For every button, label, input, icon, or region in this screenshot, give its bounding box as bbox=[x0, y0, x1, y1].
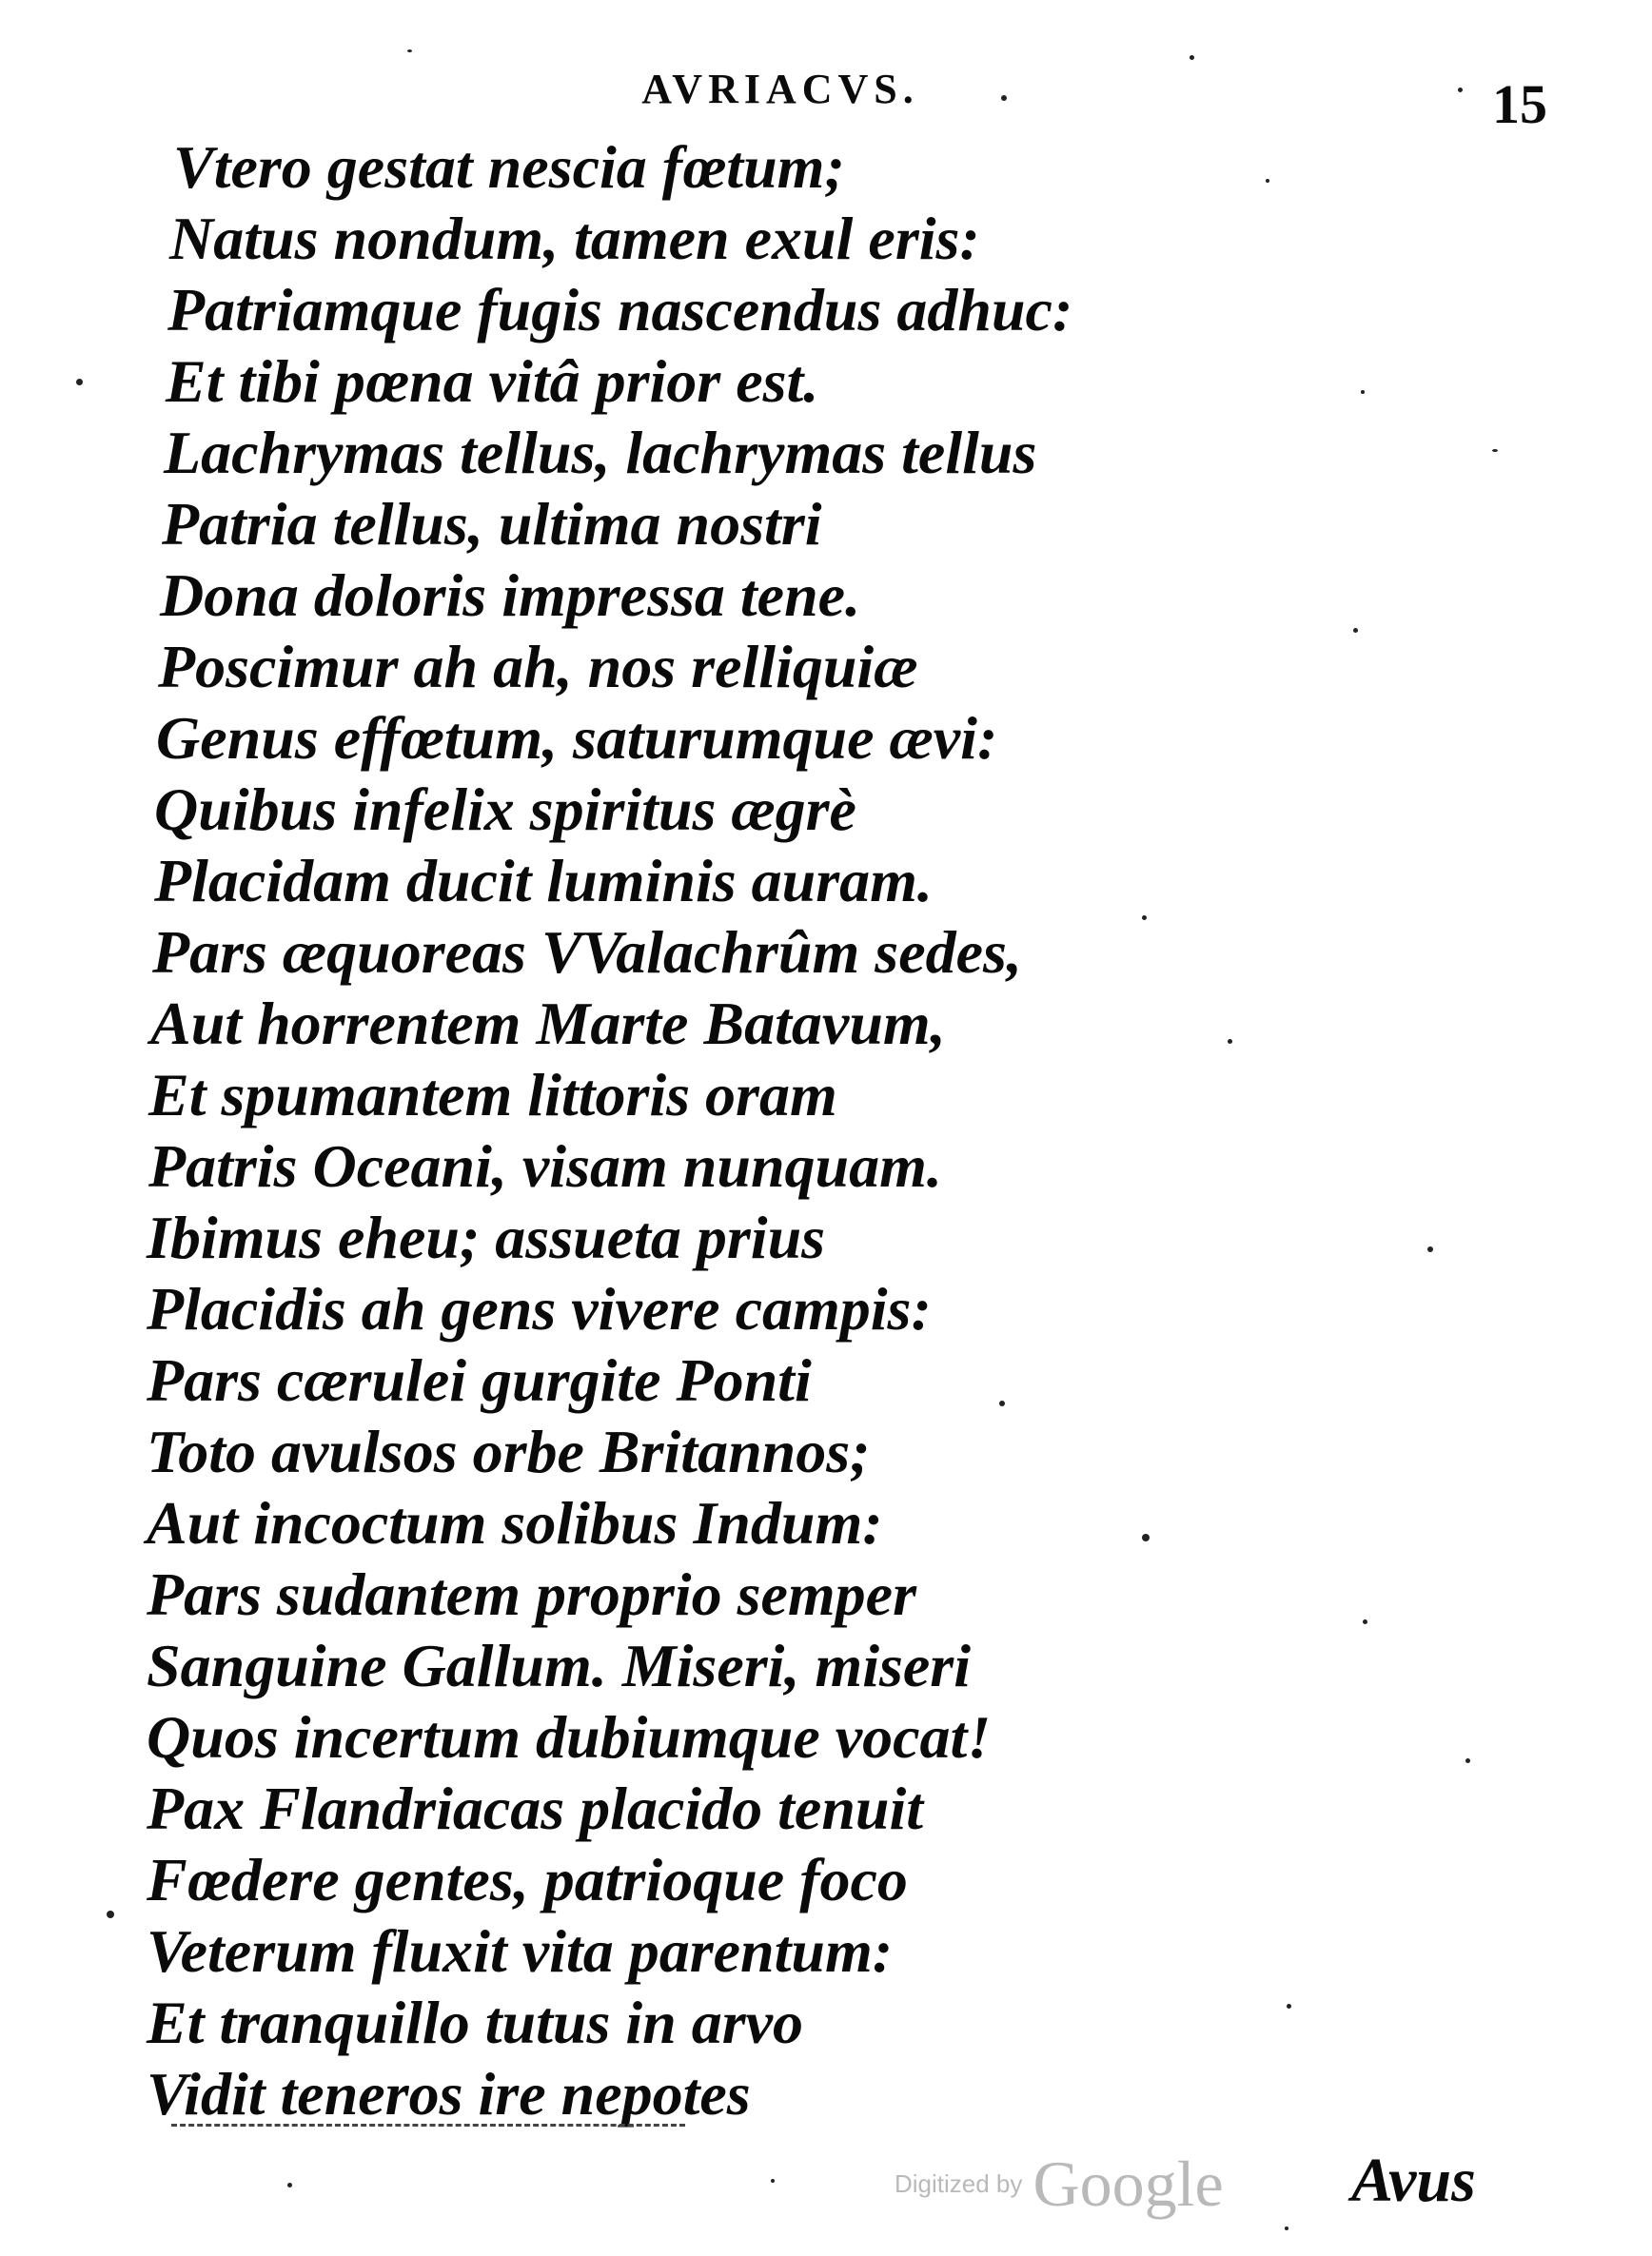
verse-line: Vidit teneros ire nepotes bbox=[147, 2060, 751, 2128]
verse-line: Pars æquoreas VValachrûm sedes, bbox=[152, 918, 1022, 986]
poem-text bbox=[0, 131, 1351, 2129]
print-speck bbox=[1465, 1758, 1470, 1763]
print-speck bbox=[287, 2183, 292, 2187]
print-speck bbox=[1287, 2004, 1291, 2009]
print-speck bbox=[1458, 88, 1463, 92]
verse-line: Quibus infelix spiritus ægrè bbox=[154, 775, 856, 843]
verse-line: Toto avulsos orbe Britannos; bbox=[147, 1418, 871, 1485]
print-speck bbox=[1285, 2227, 1288, 2230]
verse-line: Placidis ah gens vivere campis: bbox=[147, 1275, 932, 1343]
verse-line: Pax Flandriacas placido tenuit bbox=[147, 1775, 924, 1842]
verse-line: Pars cærulei gurgite Ponti bbox=[147, 1346, 812, 1414]
print-speck bbox=[76, 379, 83, 385]
print-speck bbox=[1492, 449, 1498, 452]
verse-line: Dona doloris impressa tene. bbox=[160, 561, 861, 629]
verse-line: Natus nondum, tamen exul eris: bbox=[169, 205, 980, 272]
verse-line: Aut horrentem Marte Batavum, bbox=[150, 990, 946, 1057]
print-speck bbox=[999, 1401, 1005, 1406]
print-speck bbox=[407, 49, 412, 52]
print-speck bbox=[1228, 1039, 1232, 1044]
verse-line: Pars sudantem proprio semper bbox=[147, 1560, 916, 1628]
print-speck bbox=[1427, 1246, 1433, 1252]
running-head: AVRIACVS. bbox=[641, 66, 919, 112]
verse-line: Aut incoctum solibus Indum: bbox=[147, 1489, 883, 1557]
verse-line: Patriamque fugis nascendus adhuc: bbox=[167, 276, 1073, 343]
print-speck bbox=[1361, 390, 1365, 394]
verse-line: Placidam ducit luminis auram. bbox=[154, 847, 933, 914]
print-speck bbox=[1266, 179, 1269, 183]
verse-line: Poscimur ah ah, nos relliquiæ bbox=[158, 633, 918, 700]
print-speck bbox=[107, 1911, 114, 1918]
catchword: Avus bbox=[1351, 2146, 1476, 2215]
verse-line: Veterum fluxit vita parentum: bbox=[147, 1917, 894, 1985]
verse-line: Vtero gestat nescia fœtum; bbox=[173, 133, 845, 201]
print-speck bbox=[1190, 55, 1194, 60]
verse-line: Lachrymas tellus, lachrymas tellus bbox=[164, 419, 1037, 486]
verse-line: Fœdere gentes, patrioque foco bbox=[147, 1846, 908, 1913]
verse-line: Quos incertum dubiumque vocat! bbox=[147, 1703, 992, 1771]
print-speck bbox=[771, 2179, 775, 2183]
verse-line: Et tibi pœna vitâ prior est. bbox=[166, 347, 819, 415]
print-speck bbox=[1001, 95, 1007, 101]
verse-line: Patria tellus, ultima nostri bbox=[162, 490, 822, 558]
ink-bleed-rule bbox=[171, 2124, 685, 2127]
digitization-watermark bbox=[895, 2147, 1224, 2222]
print-speck bbox=[1142, 915, 1147, 920]
print-speck bbox=[1353, 628, 1358, 633]
verse-line: Et spumantem littoris oram bbox=[148, 1061, 837, 1128]
verse-line: Sanguine Gallum. Miseri, miseri bbox=[147, 1632, 971, 1699]
watermark-prefix: Digitized by bbox=[895, 2169, 1023, 2198]
verse-line: Genus effœtum, saturumque ævi: bbox=[156, 704, 998, 772]
print-speck bbox=[1142, 1534, 1150, 1541]
print-speck bbox=[1363, 1619, 1367, 1624]
page-number: 15 bbox=[1492, 73, 1547, 135]
verse-line: Ibimus eheu; assueta prius bbox=[147, 1204, 826, 1271]
watermark-brand: Google bbox=[1032, 2148, 1224, 2220]
verse-line: Et tranquillo tutus in arvo bbox=[147, 1989, 804, 2056]
verse-line: Patris Oceani, visam nunquam. bbox=[148, 1132, 942, 1200]
